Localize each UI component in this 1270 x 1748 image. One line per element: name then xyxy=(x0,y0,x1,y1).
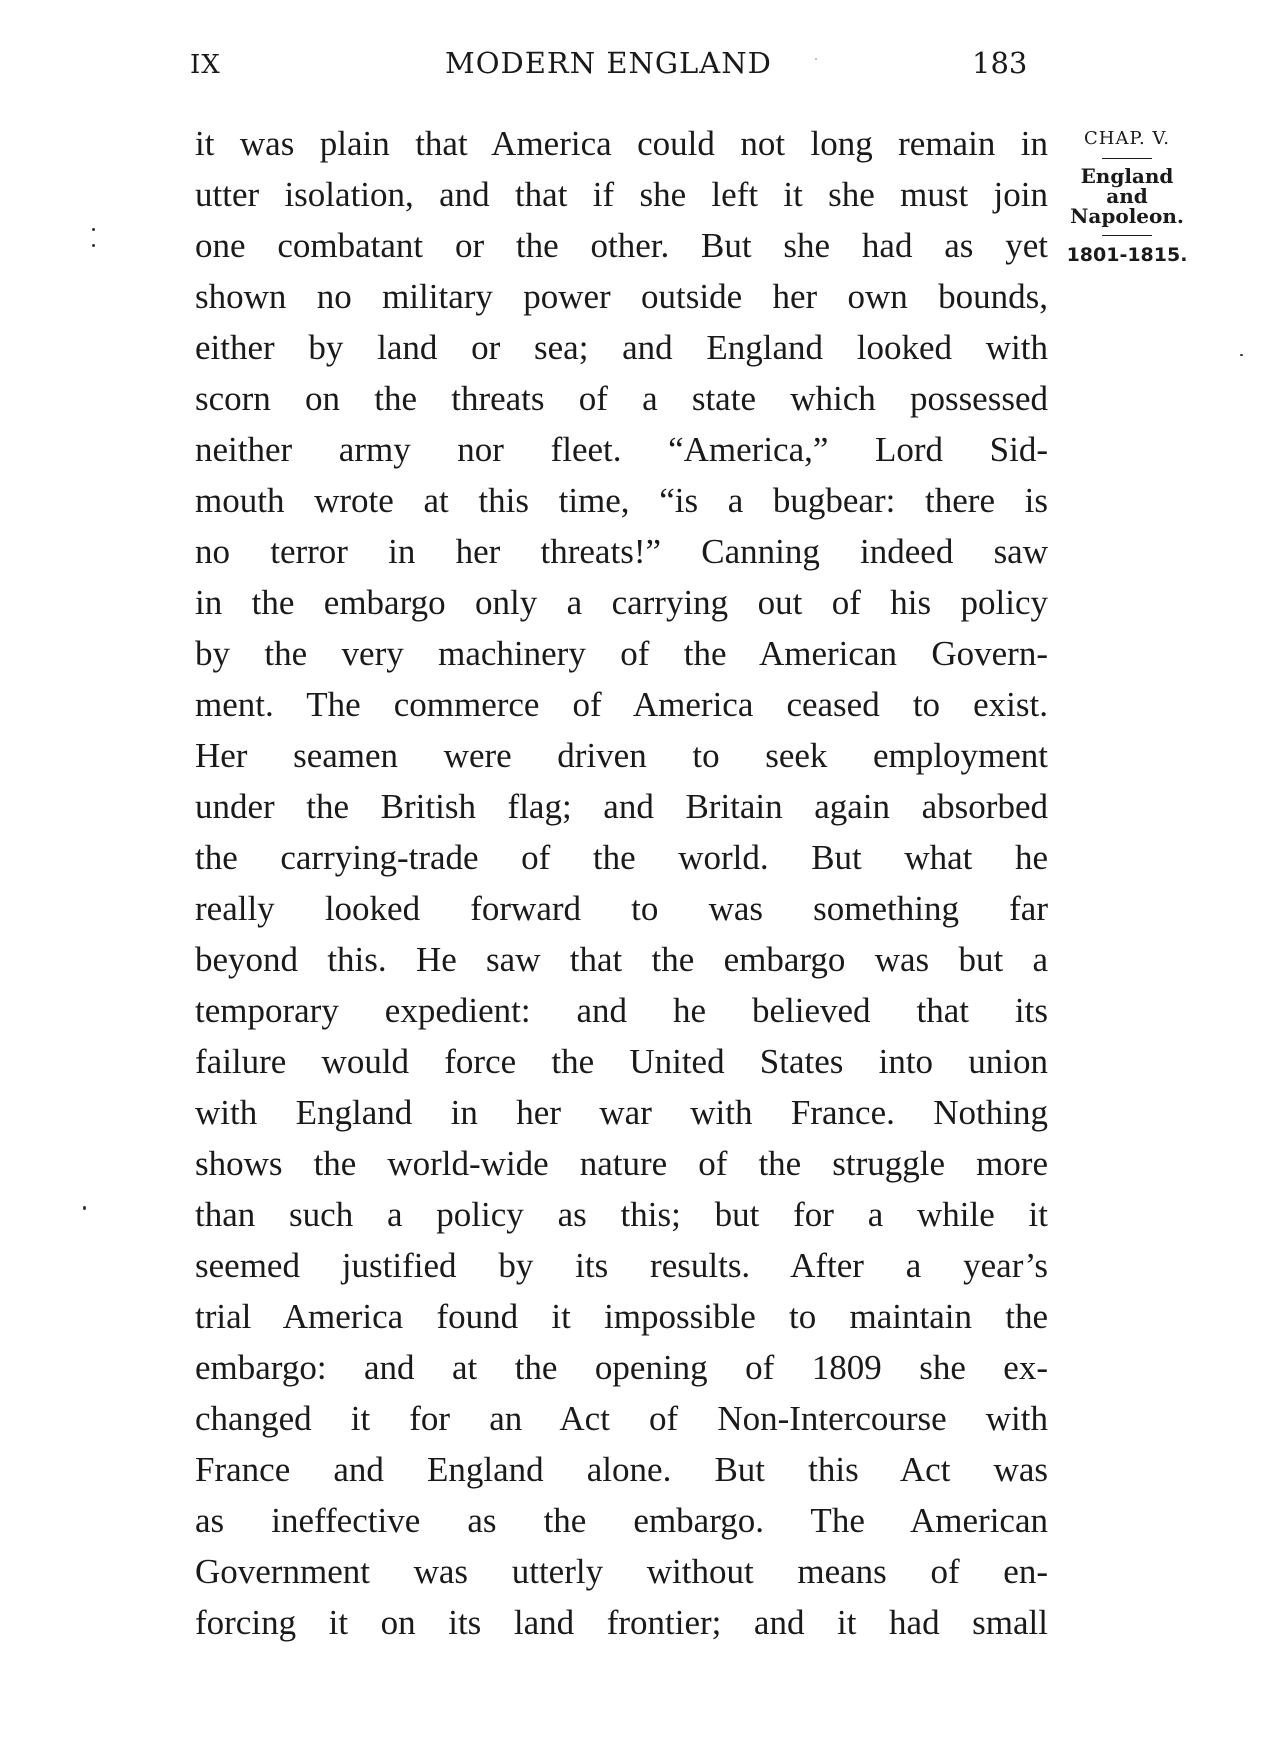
body-line: utter isolation, and that if she left it she must join xyxy=(195,175,1048,214)
body-line: changed it for an Act of Non-Intercourse with xyxy=(195,1399,1048,1438)
margin-chapter: CHAP. V. xyxy=(1084,128,1170,149)
scan-speck xyxy=(92,228,95,231)
marginal-note xyxy=(1052,128,1202,266)
body-line: one combatant or the other. But she had as yet xyxy=(195,226,1048,265)
body-line: no terror in her threats!” Canning indeed saw xyxy=(195,532,1048,571)
scan-speck xyxy=(92,244,95,247)
body-line: neither army nor fleet. “America,” Lord Sid- xyxy=(195,430,1048,469)
scan-speck xyxy=(83,1206,86,1210)
body-line: failure would force the United States into union xyxy=(195,1042,1048,1081)
running-header xyxy=(0,42,1270,88)
margin-topic-line3: Napoleon. xyxy=(1070,204,1184,228)
header-chapter-number: IX xyxy=(190,50,221,80)
body-line: temporary expedient: and he believed that its xyxy=(195,991,1048,1030)
body-line: by the very machinery of the American Govern- xyxy=(195,634,1048,673)
body-line: shown no military power outside her own bounds, xyxy=(195,277,1048,316)
margin-topic-line1: England xyxy=(1080,164,1174,188)
body-line: than such a policy as this; but for a while it xyxy=(195,1195,1048,1234)
body-line: Her seamen were driven to seek employment xyxy=(195,736,1048,775)
body-line: France and England alone. But this Act was xyxy=(195,1450,1048,1489)
body-line: trial America found it impossible to maintain the xyxy=(195,1297,1048,1336)
margin-topic-line2: and xyxy=(1106,184,1148,208)
margin-rule xyxy=(1102,158,1152,159)
margin-rule xyxy=(1102,235,1152,236)
body-line: as ineffective as the embargo. The American xyxy=(195,1501,1048,1540)
body-line: really looked forward to was something far xyxy=(195,889,1048,928)
body-paragraph xyxy=(195,118,1048,1648)
body-line: under the British flag; and Britain again absorbed xyxy=(195,787,1048,826)
header-book-title: MODERN ENGLAND xyxy=(445,46,772,80)
body-line: in the embargo only a carrying out of his policy xyxy=(195,583,1048,622)
body-line: ment. The commerce of America ceased to exist. xyxy=(195,685,1048,724)
body-line: seemed justified by its results. After a year’s xyxy=(195,1246,1048,1285)
body-line: the carrying-trade of the world. But what he xyxy=(195,838,1048,877)
scan-speck xyxy=(815,58,817,60)
body-line: with England in her war with France. Nothing xyxy=(195,1093,1048,1132)
scan-speck xyxy=(1240,354,1243,356)
body-line: it was plain that America could not long remain in xyxy=(195,124,1048,163)
body-line: either by land or sea; and England looked with xyxy=(195,328,1048,367)
body-line: mouth wrote at this time, “is a bugbear: there is xyxy=(195,481,1048,520)
body-line: beyond this. He saw that the embargo was but a xyxy=(195,940,1048,979)
body-line: shows the world-wide nature of the struggle more xyxy=(195,1144,1048,1183)
header-page-number: 183 xyxy=(972,46,1028,80)
body-line: embargo: and at the opening of 1809 she ex- xyxy=(195,1348,1048,1387)
margin-years: 1801-1815. xyxy=(1066,244,1188,266)
body-line: scorn on the threats of a state which possessed xyxy=(195,379,1048,418)
body-line: Government was utterly without means of en- xyxy=(195,1552,1048,1591)
body-line: forcing it on its land frontier; and it had small xyxy=(195,1603,1048,1642)
